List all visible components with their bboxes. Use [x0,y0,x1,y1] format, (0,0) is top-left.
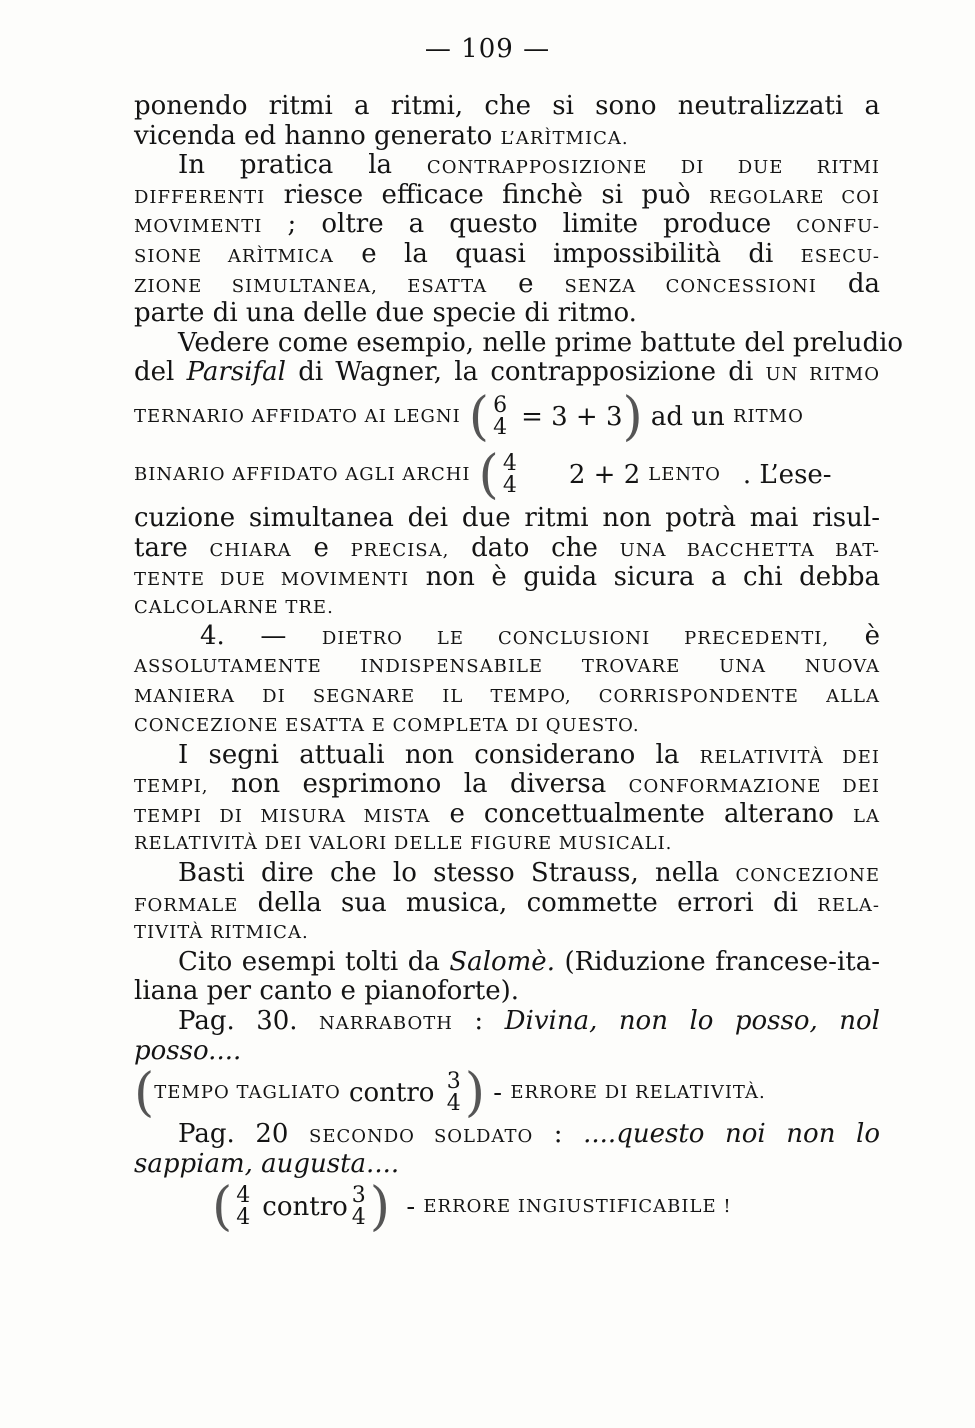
text-line: RELATIVITÀ DEI VALORI DELLE FIGURE MUSICALI. [134,833,673,855]
left-paren: ( [212,1177,233,1238]
text-line: ASSOLUTAMENTE INDISPENSABILE TROVARE UNA NUOVA [134,655,880,677]
small-caps-term: CONTRAPPOSIZIONE DI DUE RITMI [426,157,880,179]
text-line-with-fraction: ( TEMPO TAGLIATO contro 3 4 ) - ERRORE DI RELATIVITÀ. [134,1063,766,1124]
left-paren: ( [478,444,499,505]
text-line: CALCOLARNE TRE. [134,596,334,618]
right-paren: ) [464,1063,486,1124]
text-line: liana per canto e pianoforte). [134,976,519,1007]
work-title: Parsifal [186,357,286,388]
text-line: tare CHIARA e PRECISA, dato che UNA BACCHETTA BAT- [134,532,881,563]
text-line: Cito esempi tolti da Salomè. (Riduzione francese-ita- [178,946,880,977]
text-line: SIONE ARÌTMICA e la quasi impossibilità di ESECU- [134,238,880,269]
text-line: ponendo ritmi a ritmi, che si sono neutralizzati a [134,91,880,121]
time-signature: 3 4 [351,1183,366,1231]
left-paren: ( [134,1063,155,1124]
right-paren: ) [369,1177,391,1238]
text-line: Basti dire che lo stesso Strauss, nella CONCEZIONE [178,858,880,889]
text-line: DIFFERENTI riesce efficace finchè si può REGOLARE COI [134,179,880,210]
left-paren: ( [468,386,490,447]
text-line: Vedere come esempio, nelle prime battute del preludio [178,327,904,358]
text-line: ZIONE SIMULTANEA, ESATTA e SENZA CONCESSIONI da [134,268,880,299]
right-paren: ) [622,386,643,447]
text-line: cuzione simultanea dei due ritmi non potrà mai risul- [134,502,880,533]
time-signature: 3 4 [446,1069,461,1117]
text-line-with-fraction: BINARIO AFFIDATO AGLI ARCHI ( 4 4 2 + 2 LENTO . L’ese- [134,444,832,505]
time-signature: 4 4 [502,450,517,498]
time-signature: 4 4 [236,1183,251,1231]
page-number: — 109 — [424,34,551,64]
text-line-with-fraction: TERNARIO AFFIDATO AI LEGNI ( 6 4 = 3 + 3 ) ad un RITMO [134,386,804,447]
small-caps-term: L’ARÌTMICA. [500,127,629,149]
text-line-with-fraction: ( 4 4 contro 3 4 ) - ERRORE INGIUSTIFICABILE ! [212,1177,732,1238]
text-line: I segni attuali non considerano la RELATIVITÀ DEI [178,739,880,770]
time-signature: 6 4 [493,392,508,440]
body-text [134,91,904,1238]
text-line: Pag. 20 SECONDO SOLDATO : ....questo noi non lo [178,1119,880,1150]
text-line: TIVITÀ RITMICA. [134,922,309,944]
text-line: TEMPI DI MISURA MISTA e concettualmente alterano LA [134,798,880,829]
text-line: CONCEZIONE ESATTA E COMPLETA DI QUESTO. [134,715,640,737]
work-title: Salomè. [449,946,555,977]
text-line: FORMALE della sua musica, commette errori di RELA- [134,887,880,918]
text-line: sappiam, augusta.... [134,1148,400,1179]
text-line: TEMPI, non esprimono la diversa CONFORMAZIONE DEI [134,769,880,800]
text-line: MOVIMENTI ; oltre a questo limite produce CONFU- [134,209,880,240]
text-line: vicenda ed hanno generato L’ARÌTMICA. [134,120,629,151]
text-line: TENTE DUE MOVIMENTI non è guida sicura a chi debba [134,562,880,593]
text-line: Pag. 30. NARRABOTH : Divina, non lo posso, nol [178,1006,880,1037]
text-line: posso.... [134,1035,242,1066]
text-line: parte di una delle due specie di ritmo. [134,298,637,329]
text-line: In pratica la CONTRAPPOSIZIONE DI DUE RITMI [178,150,880,181]
text-line: MANIERA DI SEGNARE IL TEMPO, CORRISPONDENTE ALLA [134,685,880,707]
section-heading: 4. — DIETRO LE CONCLUSIONI PRECEDENTI, è [200,621,880,652]
text-line: del Parsifal di Wagner, la contrapposizione di UN RITMO [134,357,880,388]
